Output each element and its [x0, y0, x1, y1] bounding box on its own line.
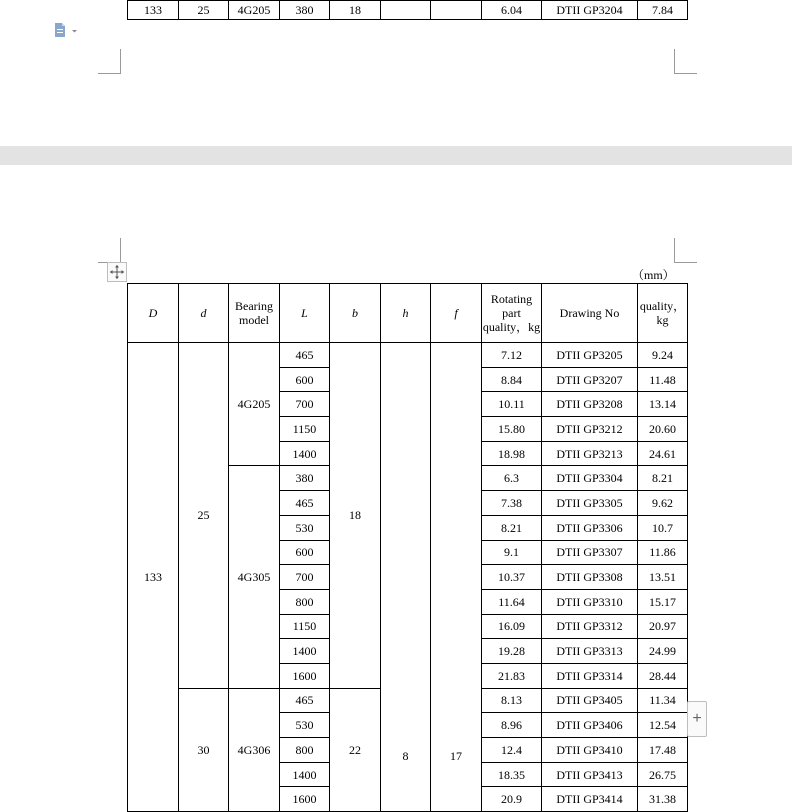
header-L: L — [280, 284, 330, 343]
header-bearing-model: Bearing model — [229, 284, 280, 343]
cell-bearing: 4G306 — [229, 688, 280, 811]
cell-b: 22 — [330, 688, 381, 811]
previous-page-table — [127, 0, 688, 20]
cell-drawing: DTII GP3304 — [542, 466, 638, 491]
page-previous — [0, 0, 792, 146]
cell-rotating: 12.4 — [482, 738, 542, 763]
cell-rotating: 20.9 — [482, 787, 542, 812]
table-move-handle-icon[interactable] — [107, 262, 127, 282]
header-d: d — [179, 284, 229, 343]
table-row — [128, 1, 688, 20]
cell-L: 465 — [280, 491, 330, 516]
cell-drawing: DTII GP3212 — [542, 417, 638, 442]
cell-d: 25 — [179, 1, 229, 20]
document-icon[interactable] — [53, 22, 79, 38]
cell-L: 380 — [280, 466, 330, 491]
cell-drawing: DTII GP3414 — [542, 787, 638, 812]
cell-drawing: DTII GP3208 — [542, 392, 638, 417]
cell-f: 17 — [431, 343, 482, 812]
cell-L: 465 — [280, 343, 330, 368]
cell-L: 600 — [280, 367, 330, 392]
cell-quality: 12.54 — [638, 713, 688, 738]
cell-h — [381, 1, 431, 20]
cell-L: 530 — [280, 713, 330, 738]
cell-drawing: DTII GP3205 — [542, 343, 638, 368]
cell-rotating: 21.83 — [482, 663, 542, 688]
cell-bearing: 4G205 — [229, 1, 280, 20]
cell-quality: 28.44 — [638, 663, 688, 688]
cell-quality: 15.17 — [638, 589, 688, 614]
header-drawing-no: Drawing No — [542, 284, 638, 343]
cell-quality: 24.61 — [638, 441, 688, 466]
cell-quality: 11.34 — [638, 688, 688, 713]
cell-quality: 31.38 — [638, 787, 688, 812]
cell-rotating: 19.28 — [482, 639, 542, 664]
cell-drawing: DTII GP3413 — [542, 762, 638, 787]
cell-L: 530 — [280, 515, 330, 540]
cell-rotating: 10.11 — [482, 392, 542, 417]
add-row-button[interactable]: + — [687, 701, 707, 737]
cell-quality: 13.51 — [638, 565, 688, 590]
cell-L: 1400 — [280, 762, 330, 787]
cell-quality: 11.86 — [638, 540, 688, 565]
cell-rotating: 11.64 — [482, 589, 542, 614]
cell-quality: 11.48 — [638, 367, 688, 392]
cell-rotating: 18.35 — [482, 762, 542, 787]
cell-L: 800 — [280, 589, 330, 614]
cell-drawing: DTII GP3312 — [542, 614, 638, 639]
cell-L: 800 — [280, 738, 330, 763]
cell-L: 1400 — [280, 639, 330, 664]
cell-drawing: DTII GP3405 — [542, 688, 638, 713]
cell-rotating: 10.37 — [482, 565, 542, 590]
cell-drawing: DTII GP3207 — [542, 367, 638, 392]
cell-b: 18 — [330, 343, 381, 689]
cell-bearing: 4G205 — [229, 343, 280, 466]
roller-table — [127, 283, 688, 812]
cell-drawing: DTII GP3310 — [542, 589, 638, 614]
cell-quality: 7.84 — [638, 1, 688, 20]
cell-L: 1400 — [280, 441, 330, 466]
cell-drawing: DTII GP3306 — [542, 515, 638, 540]
cell-rotating: 6.3 — [482, 466, 542, 491]
cell-D: 133 — [128, 1, 179, 20]
cell-drawing: DTII GP3406 — [542, 713, 638, 738]
unit-label: （mm） — [632, 268, 675, 282]
cell-drawing: DTII GP3314 — [542, 663, 638, 688]
cell-d: 30 — [179, 688, 229, 811]
cell-drawing: DTII GP3410 — [542, 738, 638, 763]
cell-rotating: 9.1 — [482, 540, 542, 565]
header-h: h — [381, 284, 431, 343]
cell-drawing: DTII GP3307 — [542, 540, 638, 565]
cell-h: 8 — [381, 343, 431, 812]
cell-rotating: 8.21 — [482, 515, 542, 540]
cell-drawing: DTII GP3204 — [542, 1, 638, 20]
cell-quality: 13.14 — [638, 392, 688, 417]
cell-quality: 26.75 — [638, 762, 688, 787]
cell-rotating: 8.96 — [482, 713, 542, 738]
table-row — [128, 343, 688, 368]
cell-rotating: 7.12 — [482, 343, 542, 368]
cell-L: 700 — [280, 392, 330, 417]
header-D: D — [128, 284, 179, 343]
page-separator — [0, 146, 792, 165]
cell-D: 133 — [128, 343, 179, 812]
cell-b: 18 — [330, 1, 381, 20]
cell-rotating: 8.13 — [482, 688, 542, 713]
cell-drawing: DTII GP3305 — [542, 491, 638, 516]
cell-quality: 20.60 — [638, 417, 688, 442]
cell-rotating: 15.80 — [482, 417, 542, 442]
cell-quality: 9.62 — [638, 491, 688, 516]
margin-corner-top-left — [98, 238, 121, 263]
cell-quality: 24.99 — [638, 639, 688, 664]
margin-corner-top-right — [674, 49, 697, 74]
cell-quality: 8.21 — [638, 466, 688, 491]
cell-d: 25 — [179, 343, 229, 689]
cell-L: 700 — [280, 565, 330, 590]
cell-rotating: 18.98 — [482, 441, 542, 466]
header-b: b — [330, 284, 381, 343]
margin-corner-top-left — [98, 49, 121, 74]
cell-L: 1150 — [280, 417, 330, 442]
header-rotating-part-quality: Rotating part quality，kg — [482, 284, 542, 343]
margin-corner-top-right — [674, 238, 697, 263]
cell-rotating: 8.84 — [482, 367, 542, 392]
cell-drawing: DTII GP3313 — [542, 639, 638, 664]
header-f: f — [431, 284, 482, 343]
cell-quality: 17.48 — [638, 738, 688, 763]
cell-L: 1600 — [280, 663, 330, 688]
header-row — [128, 284, 688, 343]
cell-L: 600 — [280, 540, 330, 565]
header-quality: quality，kg — [638, 284, 688, 343]
cell-f — [431, 1, 482, 20]
cell-rotating: 7.38 — [482, 491, 542, 516]
cell-L: 1150 — [280, 614, 330, 639]
cell-drawing: DTII GP3213 — [542, 441, 638, 466]
cell-L: 1600 — [280, 787, 330, 812]
cell-drawing: DTII GP3308 — [542, 565, 638, 590]
cell-quality: 9.24 — [638, 343, 688, 368]
cell-L: 465 — [280, 688, 330, 713]
cell-quality: 20.97 — [638, 614, 688, 639]
cell-rotating: 6.04 — [482, 1, 542, 20]
cell-rotating: 16.09 — [482, 614, 542, 639]
cell-L: 380 — [280, 1, 330, 20]
cell-quality: 10.7 — [638, 515, 688, 540]
cell-bearing: 4G305 — [229, 466, 280, 688]
